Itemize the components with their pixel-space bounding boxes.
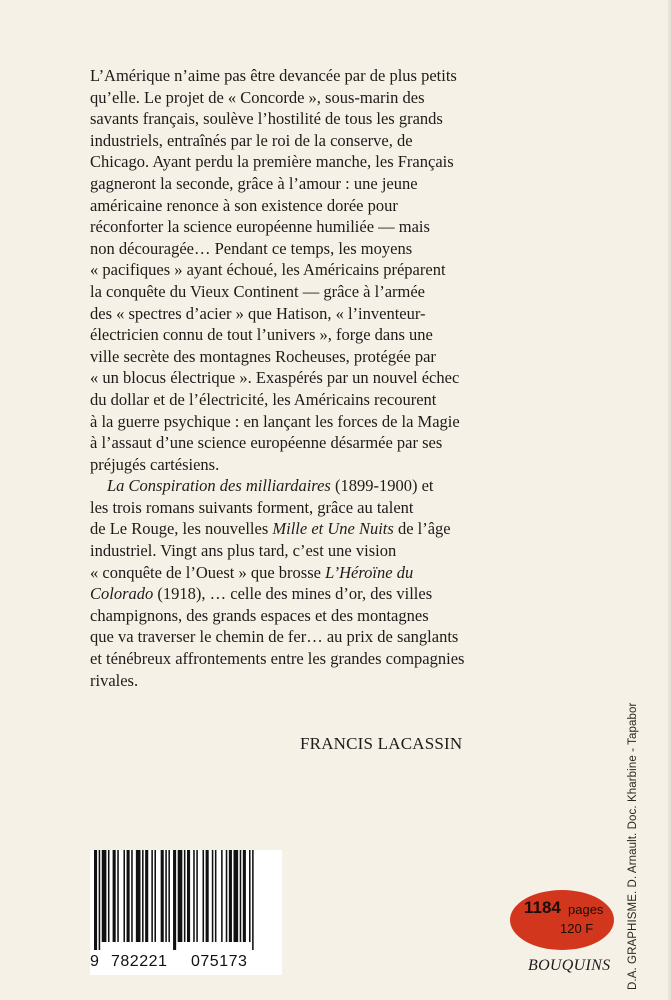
barcode-bar <box>161 850 164 942</box>
blurb-line: savants français, soulève l’hostilité de tous les grands <box>90 109 443 129</box>
barcode-bar <box>203 850 205 942</box>
page-count: 1184 <box>524 898 561 917</box>
barcode-bar <box>215 850 217 942</box>
barcode-bar <box>94 850 97 950</box>
barcode-bar <box>142 850 144 942</box>
price-sticker <box>510 890 614 950</box>
barcode-bar <box>154 850 156 942</box>
blurb-line: « un blocus électrique ». Exaspérés par un nouvel échec <box>90 368 460 388</box>
blurb-line: ville secrète des montagnes Rocheuses, protégée par <box>90 346 436 366</box>
blurb-text <box>90 65 510 691</box>
isbn-barcode <box>90 850 282 975</box>
blurb-line: du dollar et de l’électricité, les Américains recourent <box>90 389 437 409</box>
barcode-bar <box>240 850 242 942</box>
blurb-text-run: de Le Rouge, les nouvelles <box>90 519 273 539</box>
barcode-bar <box>173 850 176 950</box>
barcode-bar <box>151 850 153 942</box>
blurb-text-run: de l’âge <box>393 519 451 539</box>
work-title-mille-nuits: Mille et Une Nuits <box>272 519 394 539</box>
barcode-bar <box>221 850 223 942</box>
blurb-text-run: « conquête de l’Ouest » que brosse <box>90 562 326 582</box>
isbn-first-digit: 9 <box>90 953 100 970</box>
blurb-line: non découragée… Pendant ce temps, les moyens <box>90 238 413 258</box>
blurb-line: préjugés cartésiens. <box>90 454 220 474</box>
barcode-bar <box>102 850 107 942</box>
barcode-bar <box>226 850 228 942</box>
price-label: 120 F <box>560 921 594 936</box>
barcode-bar <box>123 850 125 942</box>
barcode-bar <box>108 850 110 942</box>
blurb-line: électricien connu de tout l’univers », forge dans une <box>90 325 433 345</box>
barcode-bar <box>127 850 130 942</box>
barcode-bar <box>113 850 116 942</box>
blurb-text-run: les trois romans suivants forment, grâce au talent <box>90 497 414 517</box>
blurb-line: gagneront la seconde, grâce à l’amour : une jeune <box>90 173 418 193</box>
design-credits: D.A. GRAPHISME. D. Arnault. Doc. Kharbine - Tapabor <box>627 702 639 990</box>
blurb-line: Chicago. Ayant perdu la première manche, les Français <box>90 152 454 172</box>
barcode-bar <box>168 850 170 942</box>
blurb-line: des « spectres d’acier » que Hatison, « l’inventeur- <box>90 303 426 323</box>
barcode-bar <box>243 850 246 942</box>
blurb-text-run: champignons, des grands espaces et des montagnes <box>90 605 429 625</box>
blurb-text-run: (1899-1900) et <box>330 476 434 496</box>
blurb-text-run: (1918), … celle des mines d’or, des villes <box>153 584 433 604</box>
barcode-bar <box>165 850 167 942</box>
barcode-bar <box>193 850 195 942</box>
blurb-line: industriels, entraînés par le roi de la conserve, de <box>90 130 413 150</box>
blurb-line: L’Amérique n’aime pas être devancée par de plus petits <box>90 66 457 85</box>
blurb-line: la conquête du Vieux Continent — grâce à l’armée <box>90 281 425 301</box>
publisher-logo: BOUQUINS <box>528 957 611 974</box>
barcode-bar <box>99 850 101 950</box>
blurb-line: « pacifiques » ayant échoué, les Américains préparent <box>90 260 446 280</box>
blurb-text-run: que va traverser le chemin de fer… au prix de sanglants <box>90 627 459 647</box>
barcode-bar <box>187 850 190 942</box>
barcode-bar <box>145 850 148 942</box>
barcode-bar <box>252 850 254 950</box>
blurb-paragraph-2 <box>90 475 510 691</box>
page-count-unit: pages <box>568 902 604 917</box>
blurb-text-run: rivales. <box>90 670 139 690</box>
barcode-bar <box>178 850 183 942</box>
barcode-bar <box>136 850 141 942</box>
isbn-group-2: 075173 <box>191 953 248 970</box>
barcode-bars <box>94 850 280 950</box>
blurb-line: américaine renonce à son existence dorée pour <box>90 195 398 215</box>
barcode-bar <box>184 850 186 942</box>
blurb-line: à la guerre psychique : en lançant les forces de la Magie <box>90 411 460 431</box>
author-signature: FRANCIS LACASSIN <box>300 734 463 753</box>
blurb-text-run: industriel. Vingt ans plus tard, c’est une vision <box>90 541 397 561</box>
blurb-line: réconforter la science européenne humiliée — mais <box>90 217 430 237</box>
barcode-bar <box>131 850 133 942</box>
blurb-line: qu’elle. Le projet de « Concorde », sous-marin des <box>90 87 425 107</box>
barcode-bar <box>212 850 214 942</box>
barcode-bar <box>229 850 232 942</box>
book-title-heroine-part2: Colorado <box>90 584 154 604</box>
blurb-line: à l’assaut d’une science européenne désarmée par ses <box>90 433 443 453</box>
book-title-conspiration: La Conspiration des milliardaires <box>107 476 331 496</box>
barcode-bar <box>117 850 119 942</box>
barcode-bar <box>206 850 209 942</box>
isbn-group-1: 782221 <box>111 953 168 970</box>
barcode-bar <box>196 850 198 942</box>
blurb-text-run: et ténébreux affrontements entre les grandes compagnies <box>90 649 465 669</box>
blurb-paragraph-1 <box>90 65 510 475</box>
barcode-bar <box>234 850 239 942</box>
barcode-bar <box>249 850 251 942</box>
book-title-heroine-part1: L’Héroïne du <box>325 562 414 582</box>
